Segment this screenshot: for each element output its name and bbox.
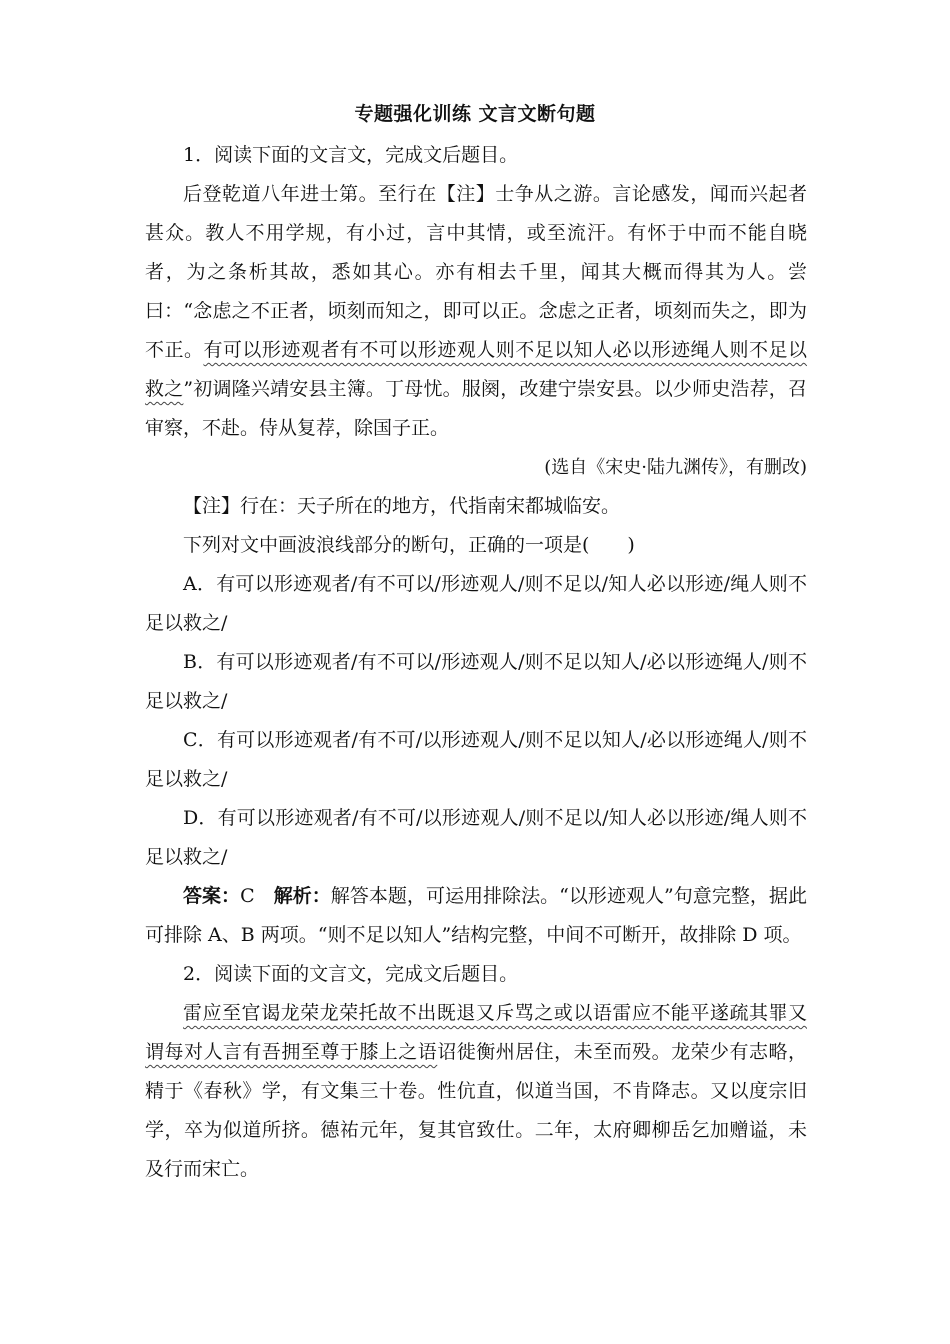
wavy-underlined-passage-2: 雷应至官谒龙荣龙荣托故不出既退又斥骂之或以语雷应不能平遂疏其罪又谓每对人言有吾拥至尊于膝上之语 <box>145 1002 807 1063</box>
analysis-label: 解析： <box>273 885 331 907</box>
option-d: D．有可以形迹观者/有不可/以形迹观人/则不足以/知人必以形迹/绳人则不足以救之/ <box>145 807 807 868</box>
question-1-prompt: 下列对文中画波浪线部分的断句，正确的一项是( ) <box>183 534 635 556</box>
wavy-underlined-passage: 有可以形迹观者有不可以形迹观人则不足以知人必以形迹绳人则不足以救之 <box>145 339 807 400</box>
passage-text: 后登乾道八年进士第。至行在【注】士争从之游。言论感发，闻而兴起者甚众。教人不用学规，有小过，言中其情，或至流汗。有怀于中而不能自晓者，为之条析其故，悉如其心。亦有相去千里，闻其大概而得其为人。尝曰：“念虑之不正者，顷刻而知之，即可以正。念虑之正者，顷刻而失之，即为不正。 <box>145 183 807 361</box>
answer-label: 答案： <box>183 885 241 907</box>
source-citation: (选自《宋史·陆九渊传》，有删改) <box>544 457 807 478</box>
question-1-intro: 1．阅读下面的文言文，完成文后题目。 <box>183 144 519 166</box>
option-a: A．有可以形迹观者/有不可以/形迹观人/则不足以/知人必以形迹/绳人则不足以救之/ <box>145 573 807 634</box>
passage-2-text: 诏徙衡州居住，未至而殁。龙荣少有志略，精于《春秋》学，有文集三十卷。性伉直，似道当国，不肯降志。又以度宗旧学，卒为似道所挤。德祐元年，复其官致仕。二年，太府卿柳岳乞加赠谥，未及行而宋亡。 <box>145 1041 807 1180</box>
question-2-intro: 2．阅读下面的文言文，完成文后题目。 <box>183 963 519 985</box>
annotation-note: 【注】行在：天子所在的地方，代指南宋都城临安。 <box>183 495 621 517</box>
answer-value: C <box>240 885 255 907</box>
analysis-text: 解答本题，可运用排除法。“以形迹观人”句意完整，据此可排除 A、B 两项。“则不足以知人”结构完整，中间不可断开，故排除 D 项。 <box>145 885 807 946</box>
question-2-passage <box>145 994 807 1189</box>
answer-and-analysis <box>145 877 807 955</box>
option-c: C．有可以形迹观者/有不可/以形迹观人/则不足以知人/必以形迹绳人/则不足以救之/ <box>145 729 807 790</box>
passage-text-continued: ”初调隆兴靖安县主簿。丁母忧。服阕，改建宁崇安县。以少师史浩荐，召审察，不赴。侍从复荐，除国子正。 <box>145 378 807 439</box>
option-b: B．有可以形迹观者/有不可以/形迹观人/则不足以知人/必以形迹绳人/则不足以救之/ <box>145 651 807 712</box>
question-1-passage <box>145 175 807 448</box>
page-title: 专题强化训练 文言文断句题 <box>354 103 596 125</box>
document-body <box>145 136 807 1189</box>
